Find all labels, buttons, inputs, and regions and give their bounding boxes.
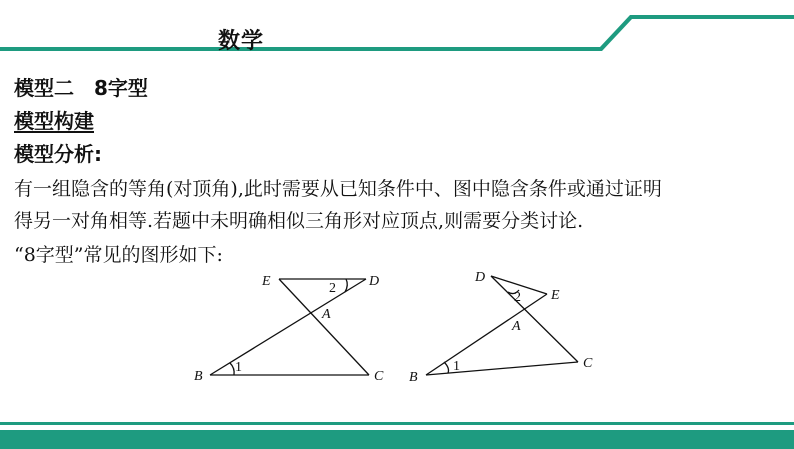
- fig1-label-A: A: [322, 307, 331, 322]
- footer-accent-line: [0, 422, 794, 425]
- footer-bar: [0, 404, 794, 449]
- fig2-angle-2-label: 2: [514, 290, 521, 305]
- fig1-angle-2-label: 2: [329, 281, 336, 296]
- figures-intro: “8字型”常见的图形如下:: [14, 244, 223, 266]
- subject-title: 数学: [218, 29, 265, 54]
- fig2-label-D: D: [475, 270, 486, 285]
- fig1-label-C: C: [374, 369, 384, 384]
- footer-accent-band: [0, 430, 794, 449]
- analysis-line-2: 得另一对角相等.若题中未明确相似三角形对应顶点,则需要分类讨论.: [14, 210, 584, 232]
- fig2-label-A: A: [512, 319, 521, 334]
- fig2-angle-1-arc: [444, 362, 449, 373]
- model-title: 模型二 8字型: [14, 76, 148, 100]
- fig2-label-C: C: [583, 356, 593, 371]
- fig2-label-E: E: [551, 288, 560, 303]
- fig1-label-B: B: [194, 369, 203, 384]
- fig2-segment-DC: [491, 276, 578, 362]
- fig2-angle-1-label: 1: [453, 359, 460, 374]
- construct-heading: 模型构建: [14, 109, 94, 133]
- fig2-label-B: B: [409, 370, 418, 385]
- fig1-label-E: E: [262, 274, 271, 289]
- analysis-heading: 模型分析:: [14, 142, 102, 166]
- fig1-angle-1-label: 1: [235, 360, 242, 375]
- fig1-label-D: D: [369, 274, 380, 289]
- analysis-line-1: 有一组隐含的等角(对顶角),此时需要从已知条件中、图中隐含条件或通过证明: [14, 178, 662, 200]
